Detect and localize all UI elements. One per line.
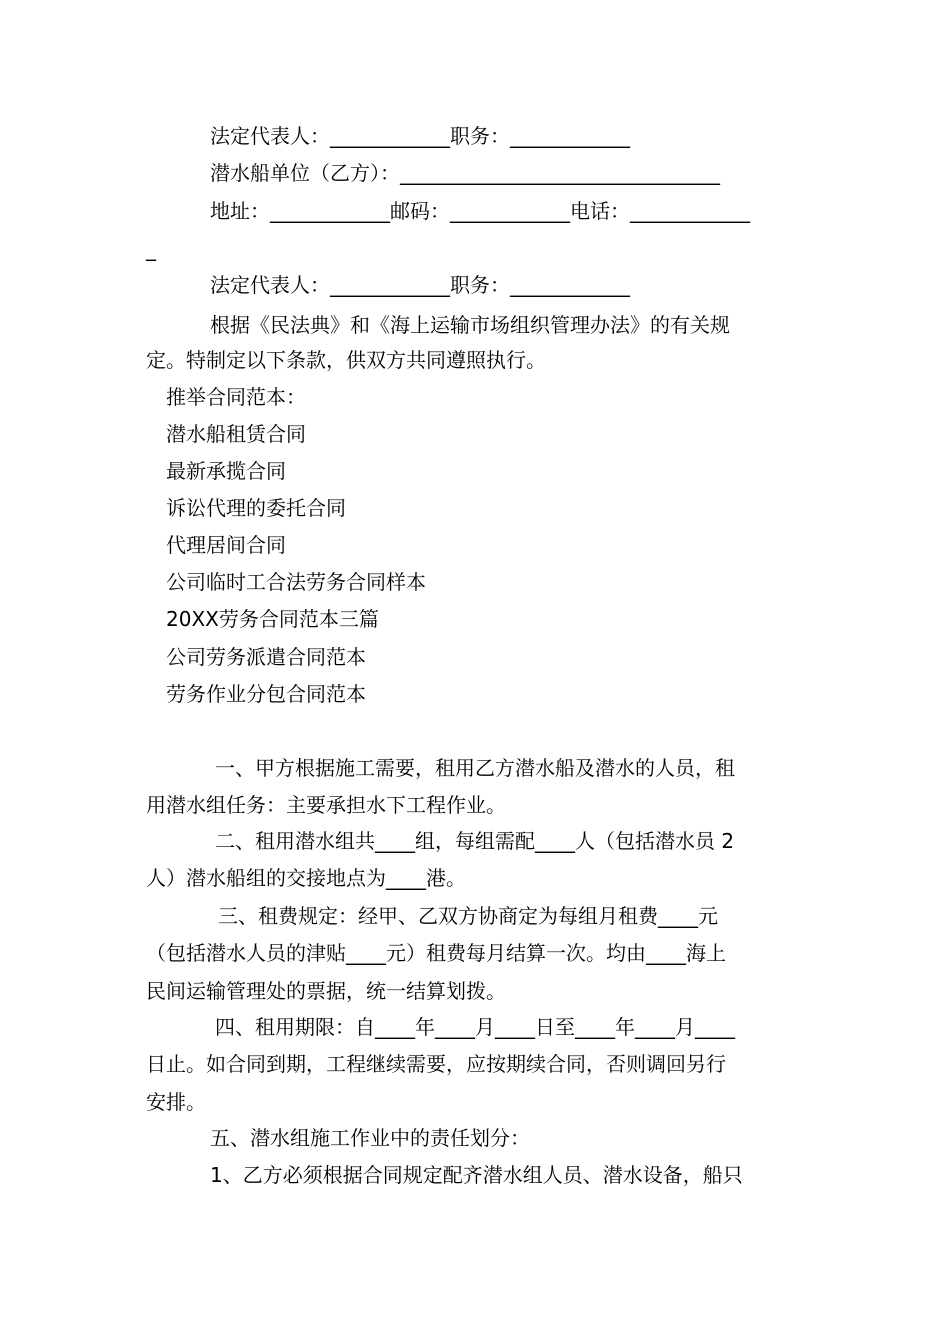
recommend-link[interactable]: 劳务作业分包合同范本 — [166, 682, 366, 706]
clause-1-line-2: 用潜水组任务：主要承担水下工程作业。 — [146, 793, 506, 817]
clause-5-item-1: 1、乙方必须根据合同规定配齐潜水组人员、潜水设备，船只 — [210, 1163, 743, 1187]
recommend-link[interactable]: 最新承揽合同 — [166, 459, 286, 483]
recommend-link[interactable]: 公司劳务派遣合同范本 — [166, 645, 366, 669]
clause-3-line-2: （包括潜水人员的津贴____元）租费每月结算一次。均由____海上 — [146, 941, 726, 965]
address-line: 地址：____________邮码：____________电话：____________ — [210, 199, 750, 223]
recommend-link[interactable]: 潜水船租赁合同 — [166, 422, 306, 446]
preamble-line-1: 根据《民法典》和《海上运输市场组织管理办法》的有关规 — [210, 313, 730, 337]
clause-4-line-1: 四、租用期限：自____年____月____日至____年____月____ — [215, 1015, 735, 1039]
party-b-unit-line: 潜水船单位（乙方）：________________________________ — [210, 161, 720, 185]
recommend-link[interactable]: 20XX劳务合同范本三篇 — [166, 607, 379, 631]
clause-3-line-1: 三、租费规定：经甲、乙双方协商定为每组月租费____元 — [218, 904, 718, 928]
clause-1-line-1: 一、甲方根据施工需要，租用乙方潜水船及潜水的人员，租 — [215, 756, 735, 780]
recommend-heading: 推举合同范本： — [166, 385, 306, 409]
clause-4-line-2: 日止。如合同到期，工程继续需要，应按期续合同，否则调回另行 — [146, 1052, 726, 1076]
clause-3-line-3: 民间运输管理处的票据，统一结算划拨。 — [146, 979, 506, 1003]
recommend-link[interactable]: 诉讼代理的委托合同 — [166, 496, 346, 520]
clause-5-heading: 五、潜水组施工作业中的责任划分： — [210, 1126, 530, 1150]
recommend-link[interactable]: 代理居间合同 — [166, 533, 286, 557]
address-line-continuation: _ — [146, 237, 156, 261]
legal-representative-line-a: 法定代表人：____________职务：____________ — [210, 124, 630, 148]
clause-4-line-3: 安排。 — [146, 1090, 206, 1114]
clause-2-line-1: 二、租用潜水组共____组，每组需配____人（包括潜水员 2 — [215, 829, 735, 853]
legal-representative-line-b: 法定代表人：____________职务：____________ — [210, 273, 630, 297]
recommend-link[interactable]: 公司临时工合法劳务合同样本 — [166, 570, 426, 594]
preamble-line-2: 定。特制定以下条款，供双方共同遵照执行。 — [146, 348, 546, 372]
clause-2-line-2: 人）潜水船组的交接地点为____港。 — [146, 866, 466, 890]
